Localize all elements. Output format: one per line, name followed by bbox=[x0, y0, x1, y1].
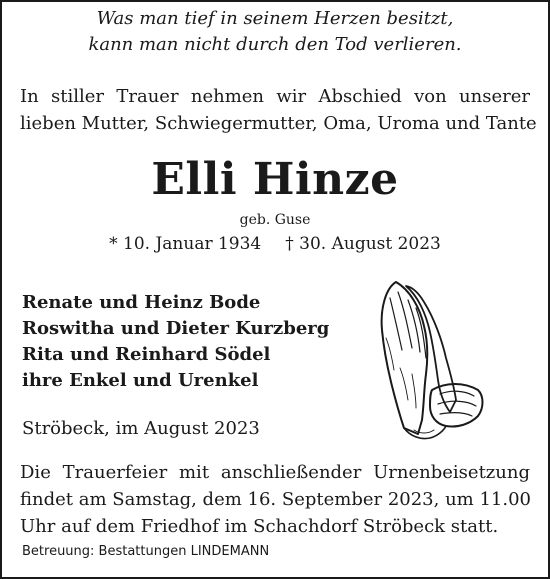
mourner-1: Renate und Heinz Bode bbox=[22, 292, 261, 313]
intro-line-2: lieben Mutter, Schwiegermutter, Oma, Uroma und Tante bbox=[20, 113, 537, 134]
mourner-3: Rita und Reinhard Södel bbox=[22, 344, 271, 365]
praying-hands-icon bbox=[374, 278, 486, 442]
mourner-2: Roswitha und Dieter Kurzberg bbox=[22, 318, 330, 339]
funeral-line-3: Uhr auf dem Friedhof im Schachdorf Ströbeck statt. bbox=[20, 516, 499, 537]
motto-line-2: kann man nicht durch den Tod verlieren. bbox=[88, 34, 462, 55]
mourner-4: ihre Enkel und Urenkel bbox=[22, 370, 259, 391]
life-dates bbox=[2, 234, 548, 254]
undertaker-credit: Betreuung: Bestattungen LINDEMANN bbox=[22, 544, 270, 559]
death-date: † 30. August 2023 bbox=[285, 234, 441, 254]
born-name: geb. Guse bbox=[239, 212, 311, 228]
funeral-line-2: findet am Samstag, dem 16. September 2023, um 11.00 bbox=[20, 489, 531, 510]
motto-line-1: Was man tief in seinem Herzen besitzt, bbox=[96, 8, 454, 29]
place-date: Ströbeck, im August 2023 bbox=[22, 418, 260, 439]
funeral-line-1: Die Trauerfeier mit anschließender Urnenbeisetzung bbox=[20, 462, 530, 483]
deceased-name: Elli Hinze bbox=[151, 154, 399, 205]
birth-date: * 10. Januar 1934 bbox=[109, 234, 262, 254]
intro-line-1: In stiller Trauer nehmen wir Abschied von unserer bbox=[20, 86, 530, 107]
